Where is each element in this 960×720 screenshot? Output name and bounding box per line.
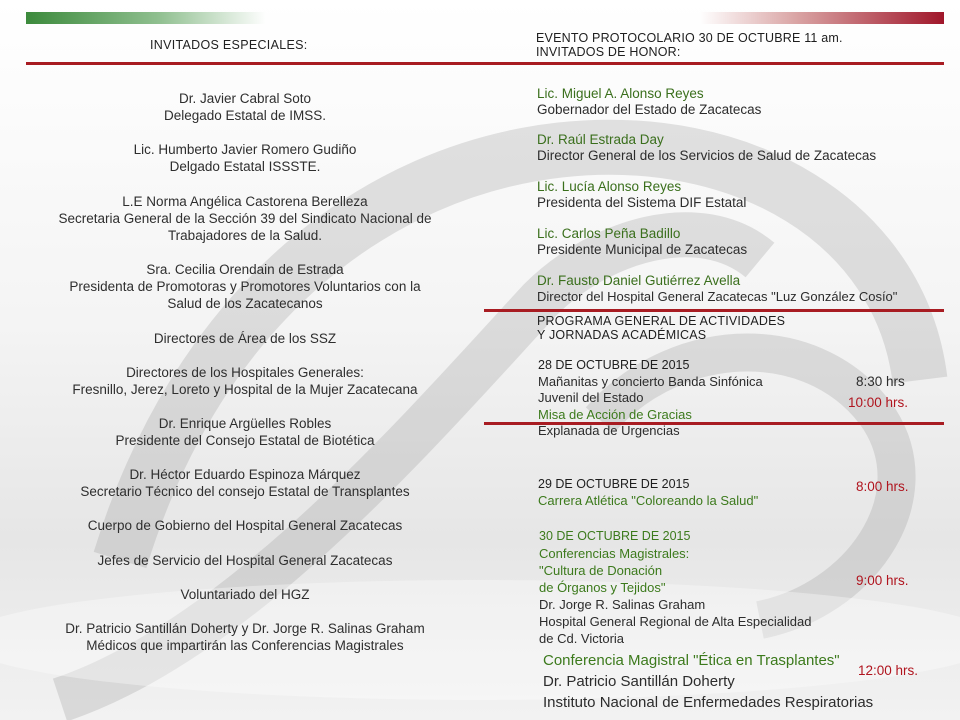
honor-guests-heading: INVITADOS DE HONOR: (536, 45, 681, 59)
day3-conference-title: "Cultura de Donación (539, 563, 663, 578)
guest-name: Dr. Héctor Eduardo Espinoza Márquez (129, 467, 361, 482)
guest-name: Dr. Enrique Argüelles Robles (158, 416, 332, 431)
honor-item (537, 273, 897, 305)
day3-conference-title: Conferencia Magistral "Ética en Trasplantes" (543, 652, 840, 669)
guest-title: Médicos que impartirán las Conferencias Magistrales (86, 638, 404, 653)
day3-date: 30 DE OCTUBRE DE 2015 (539, 529, 691, 543)
guest-title: Presidente del Consejo Estatal de Biotética (115, 433, 375, 448)
guest-title: Trabajadores de la Salud. (167, 228, 323, 243)
program-heading (537, 314, 785, 342)
guest-name: Jefes de Servicio del Hospital General Zacatecas (97, 553, 393, 568)
day3-institution: Instituto Nacional de Enfermedades Respiratorias (543, 694, 874, 711)
honor-name: Lic. Lucía Alonso Reyes (537, 179, 682, 194)
guest-name: L.E Norma Angélica Castorena Berelleza (122, 194, 368, 209)
day1-activity: Juvenil del Estado (538, 390, 644, 405)
honor-item (537, 226, 747, 258)
special-guests-heading: INVITADOS ESPECIALES: (150, 38, 308, 52)
day1-block (538, 357, 763, 440)
day3-time2: 12:00 hrs. (858, 663, 919, 678)
day3-block (539, 528, 811, 647)
honor-name: Lic. Miguel A. Alonso Reyes (537, 86, 704, 101)
guest-item (20, 193, 470, 244)
honor-name: Dr. Fausto Daniel Gutiérrez Avella (537, 273, 741, 288)
event-heading (536, 31, 843, 59)
guest-item (20, 620, 470, 654)
guest-title: Salud de los Zacatecanos (167, 296, 323, 311)
day3-conference-title: de Órganos y Tejidos" (539, 580, 666, 595)
top-bar-red (700, 12, 944, 24)
honor-position: Director General de los Servicios de Salud de Zacatecas (537, 148, 877, 163)
guest-item (20, 261, 470, 312)
event-title: EVENTO PROTOCOLARIO 30 DE OCTUBRE 11 am. (536, 31, 843, 45)
guest-item (20, 415, 470, 449)
guest-item (20, 466, 470, 500)
day2-block (538, 476, 758, 509)
day3-institution: Hospital General Regional de Alta Especialidad (539, 614, 812, 629)
program-subtitle: Y JORNADAS ACADÉMICAS (537, 328, 707, 342)
guest-item (20, 90, 470, 124)
honor-name: Dr. Raúl Estrada Day (537, 132, 664, 147)
honor-position: Gobernador del Estado de Zacatecas (537, 102, 762, 117)
guest-item (20, 552, 470, 569)
day3-activity: Conferencias Magistrales: (539, 546, 690, 561)
day1-activity: Misa de Acción de Gracias (538, 406, 692, 422)
guest-name: Directores de los Hospitales Generales: (126, 365, 364, 380)
day3-time1: 9:00 hrs. (856, 573, 909, 588)
honor-item (537, 132, 876, 164)
day3-institution: de Cd. Victoria (539, 631, 625, 646)
day1-location: Explanada de Urgencias (538, 423, 680, 438)
day2-time: 8:00 hrs. (856, 479, 909, 494)
guest-item (20, 330, 470, 347)
day3-speaker: Dr. Patricio Santillán Doherty (543, 673, 735, 690)
day1-time2: 10:00 hrs. (848, 395, 909, 410)
guest-item (20, 141, 470, 175)
guest-name: Voluntariado del HGZ (180, 587, 310, 602)
day1-activity: Mañanitas y concierto Banda Sinfónica (538, 373, 763, 389)
program-title: PROGRAMA GENERAL DE ACTIVIDADES (537, 314, 786, 328)
day2-date: 29 DE OCTUBRE DE 2015 (538, 477, 690, 491)
honor-item (537, 86, 761, 118)
honor-position: Presidente Municipal de Zacatecas (537, 242, 748, 257)
guest-title: Secretario Técnico del consejo Estatal de Transplantes (80, 484, 410, 499)
day1-time1: 8:30 hrs (856, 374, 905, 389)
day3-second-conference (543, 650, 873, 713)
honor-position: Presidenta del Sistema DIF Estatal (537, 195, 747, 210)
guest-name: Lic. Humberto Javier Romero Gudiño (133, 142, 357, 157)
guest-name: Dr. Patricio Santillán Doherty y Dr. Jorge R. Salinas Graham (65, 621, 425, 636)
divider-program (484, 309, 944, 312)
honor-position: Director del Hospital General Zacatecas "Luz González Cosío" (537, 289, 898, 304)
guest-title: Fresnillo, Jerez, Loreto y Hospital de la Mujer Zacatecana (72, 382, 418, 397)
guest-name: Dr. Javier Cabral Soto (178, 91, 312, 106)
guest-item (20, 517, 470, 534)
guest-title: Secretaria General de la Sección 39 del Sindicato Nacional de (58, 211, 432, 226)
guest-title: Delgado Estatal ISSSTE. (169, 159, 321, 174)
guest-name: Sra. Cecilia Orendain de Estrada (146, 262, 344, 277)
guest-item (20, 586, 470, 603)
guest-name: Directores de Área de los SSZ (153, 331, 337, 346)
honor-item (537, 179, 746, 211)
divider-top (26, 62, 944, 65)
guest-title: Presidenta de Promotoras y Promotores Voluntarios con la (69, 279, 421, 294)
guest-title: Delegado Estatal de IMSS. (163, 108, 327, 123)
day3-speaker: Dr. Jorge R. Salinas Graham (539, 597, 706, 612)
day2-activity: Carrera Atlética "Coloreando la Salud" (538, 492, 759, 508)
day1-date: 28 DE OCTUBRE DE 2015 (538, 358, 690, 372)
guest-name: Cuerpo de Gobierno del Hospital General Zacatecas (87, 518, 403, 533)
top-bar-green (26, 12, 266, 24)
honor-name: Lic. Carlos Peña Badillo (537, 226, 681, 241)
guest-item (20, 364, 470, 398)
